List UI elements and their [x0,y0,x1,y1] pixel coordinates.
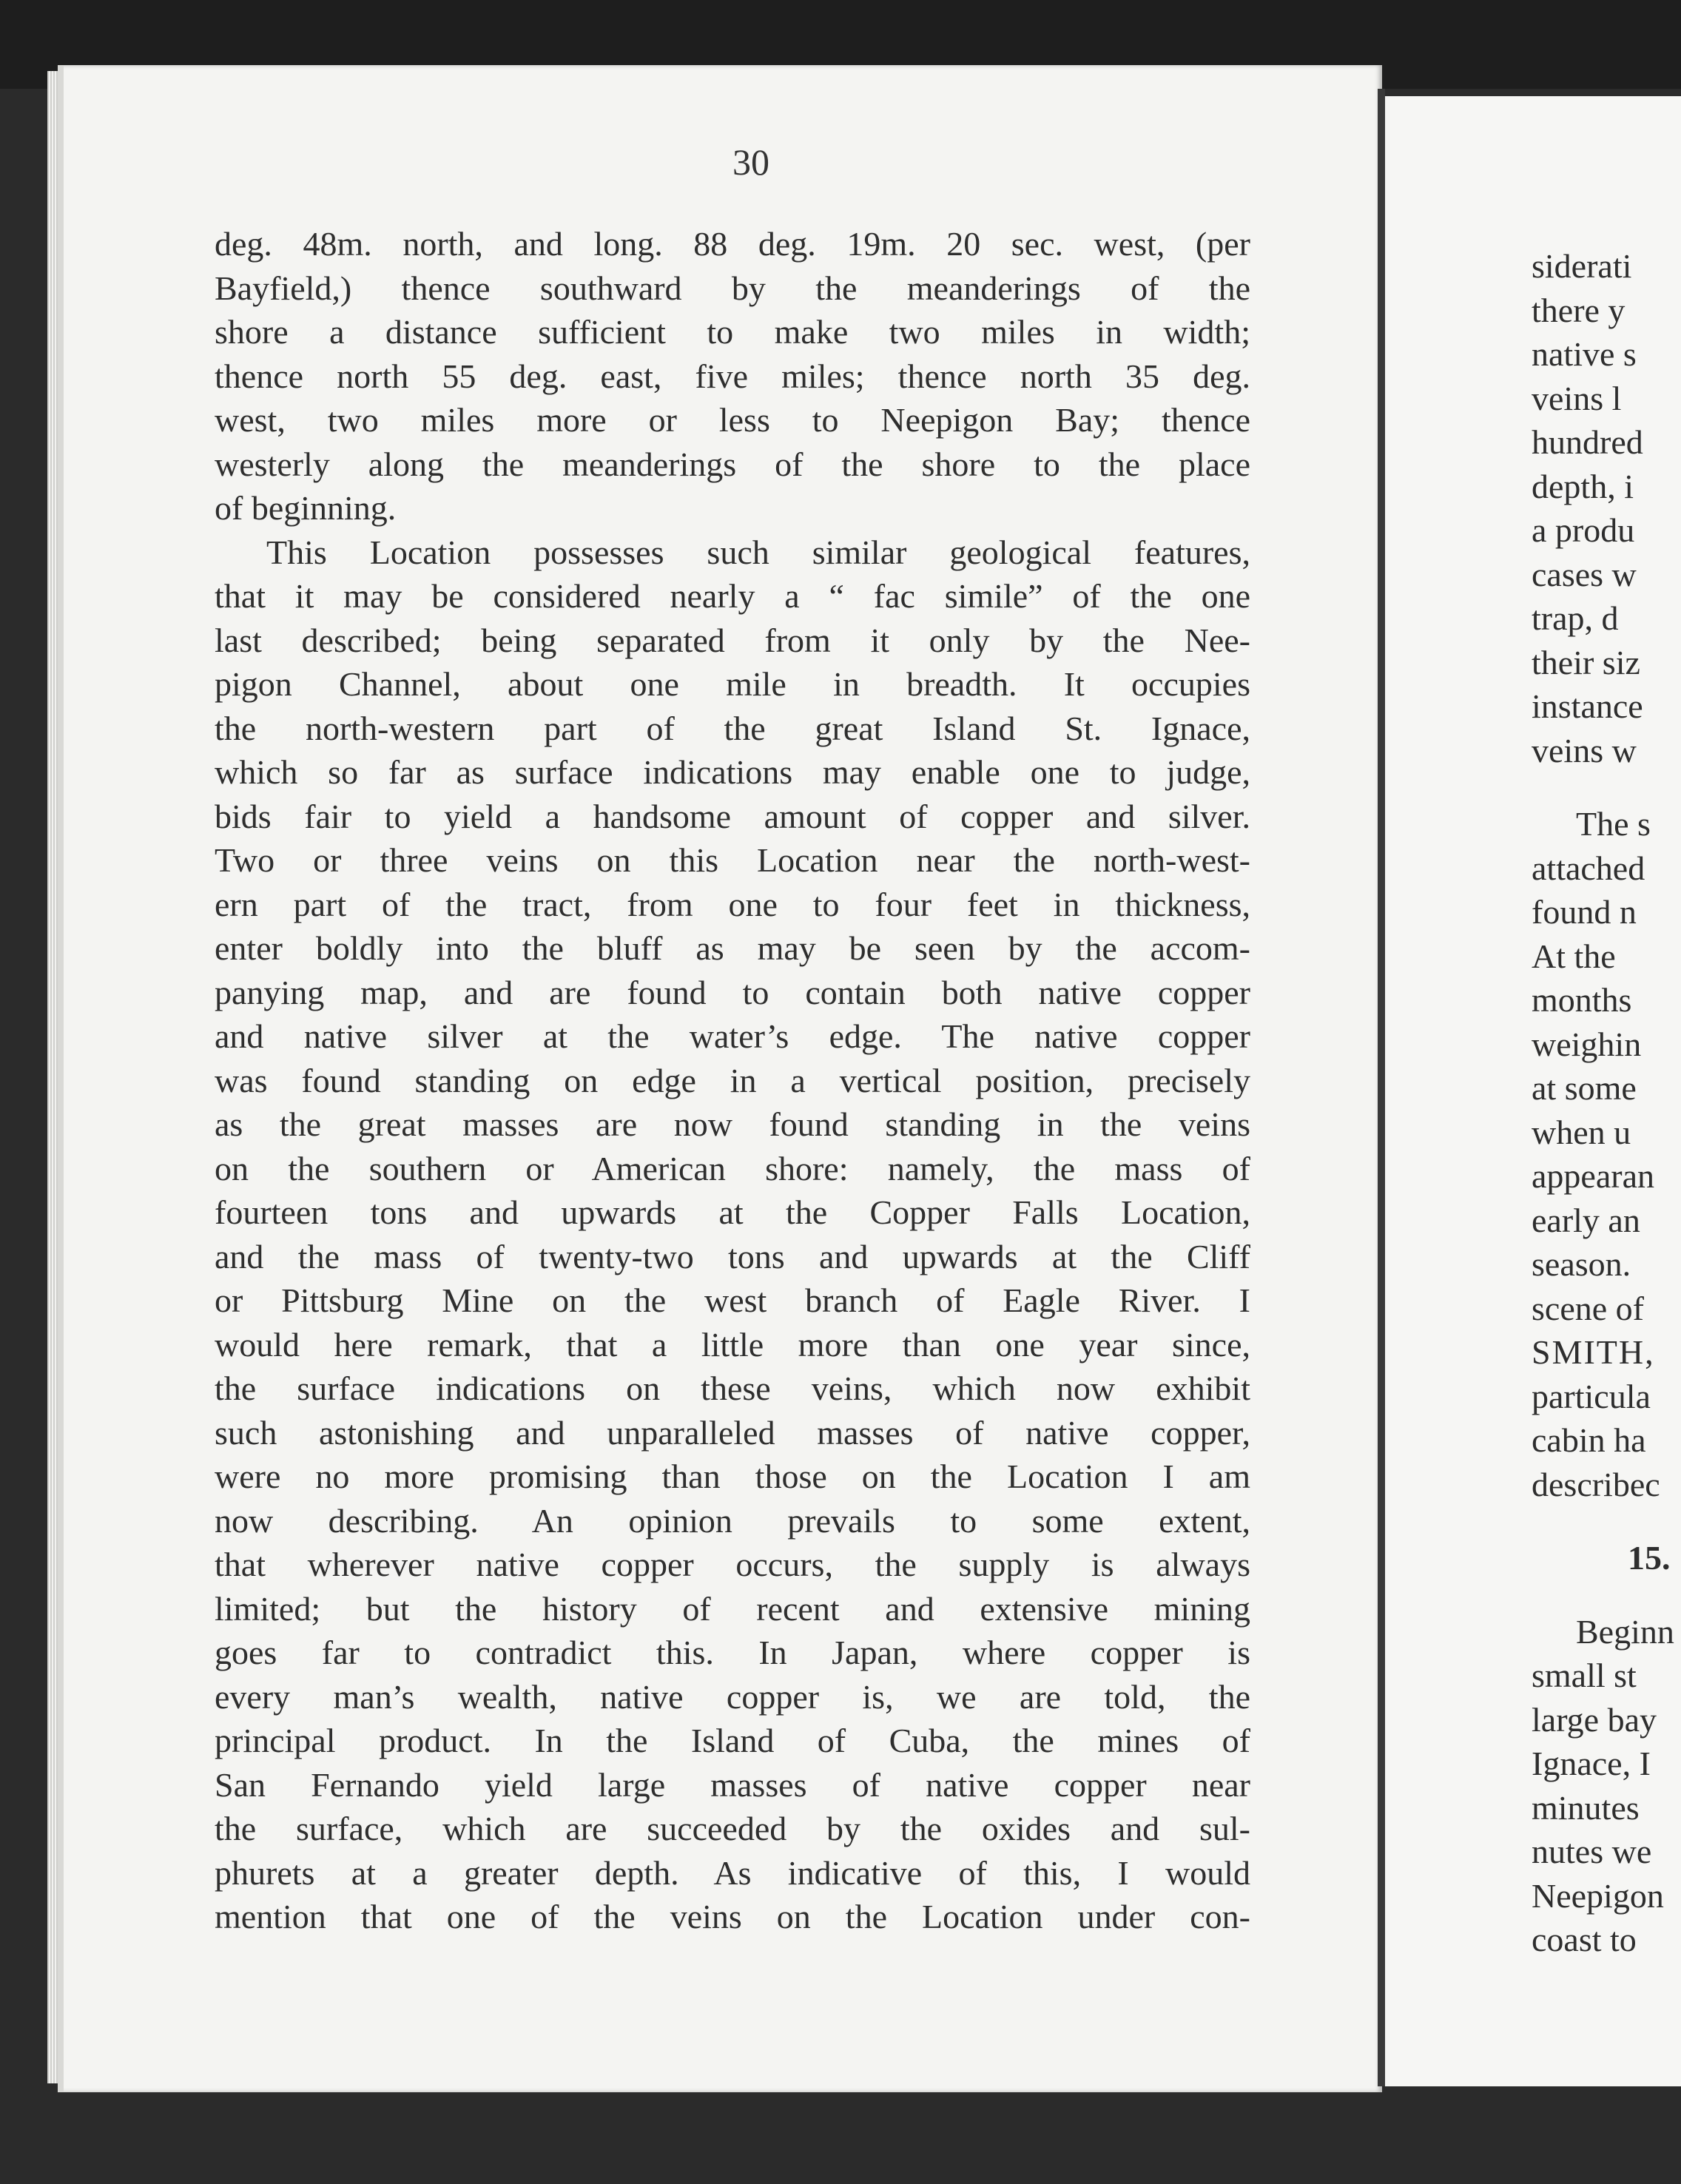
text-line: at some [1532,1069,1637,1107]
text-line: cases w [1532,555,1637,593]
text-line: native s [1532,335,1637,373]
text-line: depth, i [1532,467,1634,505]
text-line: and the mass of twenty-two tons and upwards at the Cliff [215,1237,1250,1275]
text-line: siderati [1532,247,1632,285]
paragraph-gap [1532,1506,1680,1536]
text-line: Beginn [1576,1612,1674,1651]
text-line: hundred [1532,423,1643,461]
text-line: At the [1532,937,1616,975]
text-line: bids fair to yield a handsome amount of copper and silver. [215,797,1250,835]
paragraph-gap [1532,1580,1680,1610]
text-line: the surface indications on these veins, which now exhibit [215,1369,1250,1407]
text-line: attached [1532,849,1645,887]
text-line: Bayfield,) thence southward by the meanderings of the [215,269,1250,307]
text-line: fourteen tons and upwards at the Copper Falls Location, [215,1193,1250,1231]
text-line: as the great masses are now found standing in the veins [215,1105,1250,1143]
text-line: a produ [1532,511,1635,549]
text-line: every man’s wealth, native copper is, we are told, the [215,1677,1250,1716]
text-line: The s [1576,805,1651,843]
text-line: coast to [1532,1921,1637,1958]
text-line: the surface, which are succeeded by the oxides and sul- [215,1810,1250,1847]
text-line: pigon Channel, about one mile in breadth. It occupies [215,665,1250,703]
text-line: ern part of the tract, from one to four feet in thickness, [215,885,1250,923]
text-line: westerly along the meanderings of the shore to the place [215,445,1250,483]
text-line: limited; but the history of recent and extensive mining [215,1589,1250,1628]
text-line: veins l [1532,379,1622,417]
text-line: months [1532,981,1632,1019]
text-line: on the southern or American shore: namely, the mass of [215,1149,1250,1187]
text-line: principal product. In the Island of Cuba, the mines of [215,1722,1250,1759]
text-line: weighin [1532,1025,1642,1063]
paragraph-gap [1532,772,1680,802]
text-line: instance [1532,687,1643,725]
text-line: thence north 55 deg. east, five miles; thence north 35 deg. [215,357,1250,395]
right-page-text [1532,244,1680,1962]
text-line: veins w [1532,731,1637,769]
text-line: were no more promising than those on the Location I am [215,1457,1250,1495]
text-line: such astonishing and unparalleled masses of native copper, [215,1413,1250,1452]
text-line: Ignace, I [1532,1745,1651,1782]
text-line: which so far as surface indications may enable one to judge, [215,753,1250,791]
text-line: when u [1532,1113,1631,1151]
page-number: 30 [732,141,769,183]
text-line: This Location possesses such similar geological features, [266,533,1250,571]
text-line: west, two miles more or less to Neepigon Bay; thence [215,401,1250,439]
text-line: now describing. An opinion prevails to some extent, [215,1501,1250,1540]
text-line: found n [1532,893,1637,931]
text-line: Neepigon [1532,1876,1664,1915]
text-line: particula [1532,1377,1651,1415]
text-line: large bay [1532,1700,1657,1739]
text-line: mention that one of the veins on the Location under con- [215,1898,1250,1935]
text-line: Two or three veins on this Location near the north-west- [215,841,1250,879]
text-line: their siz [1532,643,1640,681]
text-line: trap, d [1532,599,1619,637]
text-line: small st [1532,1656,1637,1694]
text-line: cabin ha [1532,1421,1646,1459]
text-line: shore a distance sufficient to make two miles in width; [215,313,1250,351]
section-heading: 15. [1628,1539,1671,1577]
text-line: would here remark, that a little more than one year since, [215,1325,1250,1364]
text-line: deg. 48m. north, and long. 88 deg. 19m. 20 sec. west, (per [215,225,1250,263]
text-line: appearan [1532,1157,1654,1195]
text-line: that it may be considered nearly a “ fac simile” of the one [215,577,1250,615]
text-line: minutes [1532,1788,1640,1827]
text-line: goes far to contradict this. In Japan, where copper is [215,1634,1250,1671]
text-line: phurets at a greater depth. As indicative of this, I would [215,1853,1250,1892]
text-line: SMITH, [1532,1333,1655,1371]
text-line: San Fernando yield large masses of native copper near [215,1765,1250,1804]
text-line: enter boldly into the bluff as may be seen by the accom- [215,929,1250,967]
text-line: scene of [1532,1289,1644,1327]
text-line: season. [1532,1245,1631,1283]
text-line: nutes we [1532,1833,1652,1870]
text-line: early an [1532,1201,1640,1239]
text-line: was found standing on edge in a vertical position, precisely [215,1061,1250,1099]
text-line: last described; being separated from it only by the Nee- [215,621,1250,659]
text-line: describec [1532,1465,1660,1503]
book-gutter [1378,89,1385,2086]
text-line: or Pittsburg Mine on the west branch of Eagle River. I [215,1281,1250,1319]
text-line: there y [1532,291,1626,329]
text-line: that wherever native copper occurs, the supply is always [215,1546,1250,1583]
text-line: of beginning. [215,489,397,527]
text-line: and native silver at the water’s edge. The native copper [215,1017,1250,1055]
text-line: panying map, and are found to contain both native copper [215,973,1250,1011]
text-line: the north-western part of the great Island St. Ignace, [215,709,1250,747]
left-page-text [215,222,1250,1939]
